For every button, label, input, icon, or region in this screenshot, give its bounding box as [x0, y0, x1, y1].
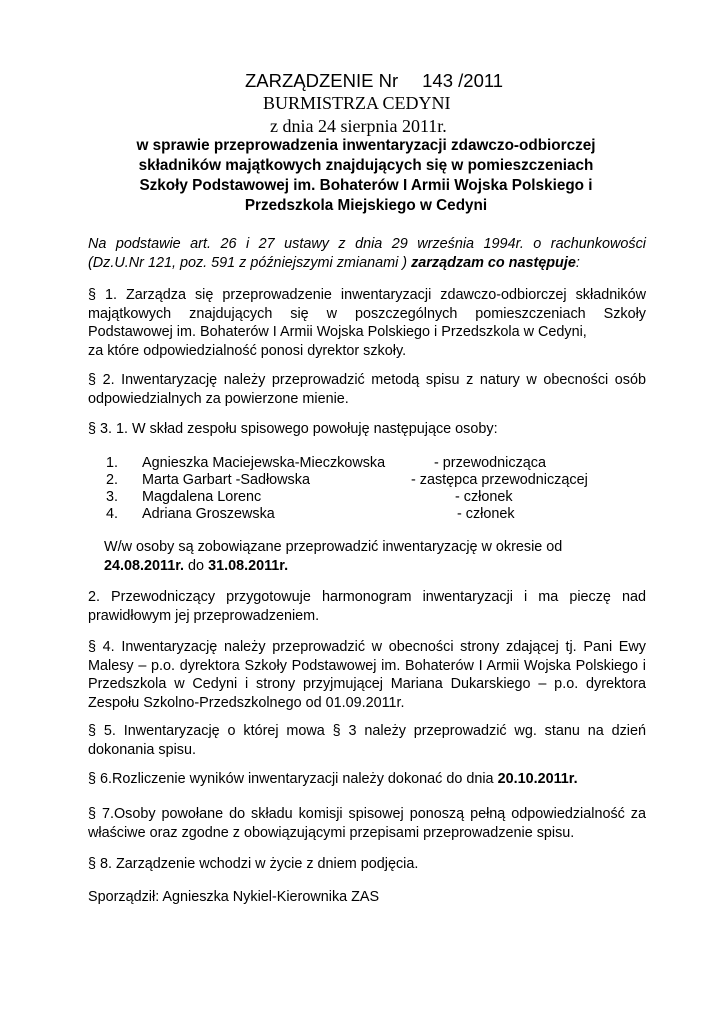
paragraph-text: § 6.Rozliczenie wyników inwentaryzacji należy dokonać do dnia: [88, 771, 498, 787]
legal-basis-line: [88, 254, 646, 273]
document-title: [245, 70, 503, 92]
paragraph-3-intro: § 3. 1. W skład zespołu spisowego powołuję następujące osoby:: [88, 421, 498, 437]
date-from: 24.08.2011r.: [104, 557, 185, 574]
paragraph-3-2: [88, 588, 646, 625]
obligation: [104, 538, 562, 575]
subject-line: Przedszkola Miejskiego w Cedyni: [244, 197, 488, 214]
member-role: - zastępca przewodniczącej: [411, 472, 588, 488]
legal-basis-line: Na podstawie art. 26 i 27 ustawy z dnia 29 września 1994r. o rachunkowości: [88, 236, 646, 252]
paragraph-line: Przedszkola w Cedyni i strony przyjmującej Mariana Dukarskiego – p.o. dyrektora: [88, 676, 646, 692]
subject-line: w sprawie przeprowadzenia inwentaryzacji zdawczo-odbiorczej: [136, 137, 596, 154]
member-name: Marta Garbart -Sadłowska: [142, 472, 310, 488]
legal-basis-text: (Dz.U.Nr 121, poz. 591 z późniejszymi zmianami ): [88, 254, 412, 271]
paragraph-6: [88, 771, 578, 787]
paragraph-line: dokonania spisu.: [88, 741, 197, 758]
paragraph-line: za które odpowiedzialność ponosi dyrektor szkoły.: [88, 342, 407, 359]
member-number: 2.: [105, 472, 118, 488]
paragraph-line: Malesy – p.o. dyrektora Szkoły Podstawowej im. Bohaterów I Armii Wojska Polskiego i: [88, 657, 646, 674]
member-role: - członek: [455, 489, 513, 505]
member-number: 4.: [105, 506, 118, 522]
paragraph-4: [88, 638, 646, 712]
paragraph-7: [88, 805, 646, 842]
legal-basis-colon: :: [575, 254, 580, 271]
paragraph-line: prawidłowym jej przeprowadzeniem.: [88, 607, 320, 624]
paragraph-line: § 5. Inwentaryzację o której mowa § 3 należy przeprowadzić wg. stanu na dzień: [88, 723, 646, 739]
paragraph-1: [88, 286, 646, 360]
subject-line: składników majątkowych znajdujących się w pomieszczeniach: [138, 157, 594, 174]
prepared-by: Sporządził: Agnieszka Nykiel-Kierownika ZAS: [88, 889, 380, 905]
paragraph-line: § 2. Inwentaryzację należy przeprowadzić metodą spisu z natury w obecności osób: [88, 372, 646, 388]
paragraph-line: Podstawowej im. Bohaterów I Armii Wojska Polskiego i Przedszkola w Cedyni,: [88, 324, 587, 340]
list-item: [104, 472, 604, 490]
paragraph-line: § 7.Osoby powołane do składu komisji spisowej ponoszą pełną odpowiedzialność za: [88, 806, 646, 822]
member-name: Adriana Groszewska: [142, 506, 275, 522]
paragraph-line: 2. Przewodniczący przygotowuje harmonogram inwentaryzacji i ma pieczę nad: [88, 589, 646, 605]
authority: BURMISTRZA CEDYNI: [263, 93, 451, 113]
member-number: 1.: [105, 455, 118, 471]
member-number: 3.: [105, 489, 118, 505]
member-role: - członek: [457, 506, 515, 522]
paragraph-line: właściwe oraz zgodne z obowiązującymi przepisami przeprowadzenie spisu.: [88, 824, 575, 841]
settlement-date: 20.10.2011r.: [497, 771, 578, 787]
paragraph-8: § 8. Zarządzenie wchodzi w życie z dniem podjęcia.: [88, 856, 419, 872]
title-number: 143 /2011: [422, 70, 504, 91]
member-role: - przewodnicząca: [434, 455, 546, 471]
paragraph-line: majątkowych znajdujących się w poszczególnych pomieszczeniach Szkoły: [88, 305, 646, 322]
period-separator: do: [184, 557, 209, 574]
member-name: Agnieszka Maciejewska-Mieczkowska: [142, 455, 386, 471]
subject-line: Szkoły Podstawowej im. Bohaterów I Armii Wojska Polskiego i: [139, 177, 593, 194]
paragraph-2: [88, 371, 646, 408]
obligation-line: W/w osoby są zobowiązane przeprowadzić inwentaryzację w okresie od: [104, 539, 563, 555]
paragraph-line: § 4. Inwentaryzację należy przeprowadzić w obecności strony zdającej tj. Pani Ewy: [88, 639, 646, 655]
paragraph-5: [88, 722, 646, 759]
date-to: 31.08.2011r.: [208, 557, 289, 574]
title-prefix: ZARZĄDZENIE Nr: [245, 70, 399, 91]
obligation-period: [104, 557, 562, 576]
paragraph-line: Zespołu Szkolno-Przedszkolnego od 01.09.2011r.: [88, 694, 405, 711]
legal-basis: [88, 235, 646, 272]
paragraph-line: odpowiedzialnych za powierzone mienie.: [88, 390, 349, 407]
paragraph-line: § 1. Zarządza się przeprowadzenie inwentaryzacji zdawczo-odbiorczej składników: [88, 287, 646, 303]
document-date: z dnia 24 sierpnia 2011r.: [270, 116, 447, 136]
list-item: [104, 506, 604, 524]
list-item: [104, 455, 604, 473]
member-name: Magdalena Lorenc: [142, 489, 262, 505]
list-item: [104, 489, 604, 507]
decree-phrase: zarządzam co następuje: [411, 254, 576, 271]
